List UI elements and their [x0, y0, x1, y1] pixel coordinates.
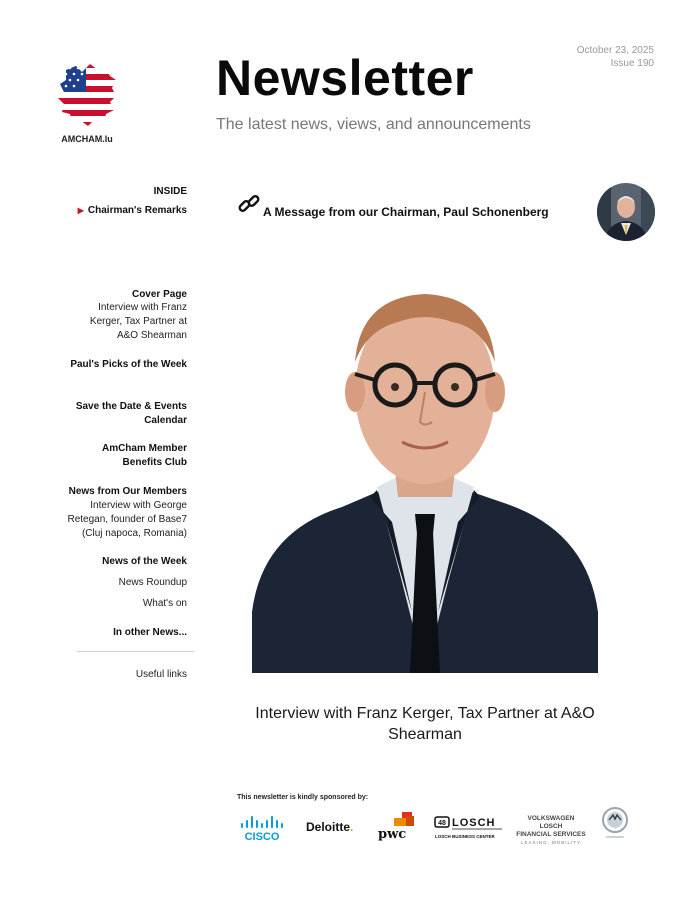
page-subtitle: The latest news, views, and announcements — [216, 116, 531, 133]
svg-text:CISCO: CISCO — [244, 831, 280, 843]
losch-logo[interactable] — [434, 813, 504, 841]
sidebar-subitem-whats-on[interactable]: What's on — [142, 598, 187, 609]
current-arrow-icon: ▶ — [77, 206, 84, 215]
svg-text:pwc: pwc — [378, 827, 407, 842]
sidebar-subitem-member-interview[interactable]: Interview with George Retegan, founder of Base7 (Cluj napoca, Romania) — [67, 500, 187, 539]
sidebar-item-useful-links[interactable]: Useful links — [135, 669, 187, 680]
sidebar-item-chairmans-remarks[interactable] — [78, 204, 187, 218]
sidebar-item-other-news[interactable]: In other News... — [113, 627, 187, 638]
pwc-logo[interactable] — [376, 810, 418, 842]
page-title: Newsletter — [216, 50, 474, 106]
svg-text:LOSCH: LOSCH — [452, 817, 496, 829]
sidebar-item-member-news[interactable]: News from Our Members — [68, 486, 187, 497]
sidebar-subitem-news-roundup[interactable]: News Roundup — [118, 577, 187, 588]
issue-date: October 23, 2025 — [576, 45, 654, 56]
sidebar-divider — [77, 651, 194, 652]
deloitte-dot-icon: . — [350, 820, 354, 834]
chairman-message-link[interactable]: A Message from our Chairman, Paul Schonenberg — [263, 205, 549, 219]
cisco-logo[interactable] — [238, 813, 290, 843]
sidebar-item-save-the-date[interactable]: Save the Date & Events Calendar — [75, 401, 187, 426]
vw-line3: LEASING, MOBILITY — [520, 840, 581, 845]
volkswagen-losch-logo[interactable] — [516, 815, 586, 847]
sidebar-item-cover-page[interactable]: Cover Page — [131, 289, 187, 300]
sidebar-item-pauls-picks[interactable]: Paul's Picks of the Week — [70, 359, 187, 370]
sidebar-heading-inside: INSIDE — [153, 186, 187, 197]
amcham-logo[interactable] — [56, 62, 118, 128]
featured-portrait-photo[interactable] — [252, 282, 598, 673]
sidebar-item-benefits-club[interactable]: AmCham Member Benefits Club — [101, 443, 187, 468]
logo-label: AMCHAM.lu — [61, 134, 113, 144]
sponsor-label: This newsletter is kindly sponsored by: — [237, 794, 369, 801]
svg-text:48: 48 — [438, 820, 446, 827]
vw-line1: VOLKSWAGEN LOSCH — [527, 815, 575, 830]
link-icon[interactable] — [236, 192, 262, 218]
vw-line2: FINANCIAL SERVICES — [516, 831, 586, 838]
sidebar-item-label: Chairman's Remarks — [87, 205, 187, 216]
deloitte-logo[interactable] — [306, 820, 353, 834]
issue-number: Issue 190 — [610, 58, 654, 69]
photo-caption[interactable]: Interview with Franz Kerger, Tax Partner at A&O Shearman — [255, 705, 595, 743]
svg-text:LOSCH BUSINESS CENTER: LOSCH BUSINESS CENTER — [435, 834, 495, 839]
sidebar-item-news-of-week[interactable]: News of the Week — [102, 556, 187, 567]
sidebar-subitem-cover-interview[interactable]: Interview with Franz Kerger, Tax Partner at A&O Shearman — [89, 302, 187, 341]
deloitte-wordmark: Deloitte — [306, 820, 351, 834]
chairman-photo[interactable] — [597, 183, 655, 241]
sponsor-emblem-logo[interactable] — [600, 804, 630, 844]
